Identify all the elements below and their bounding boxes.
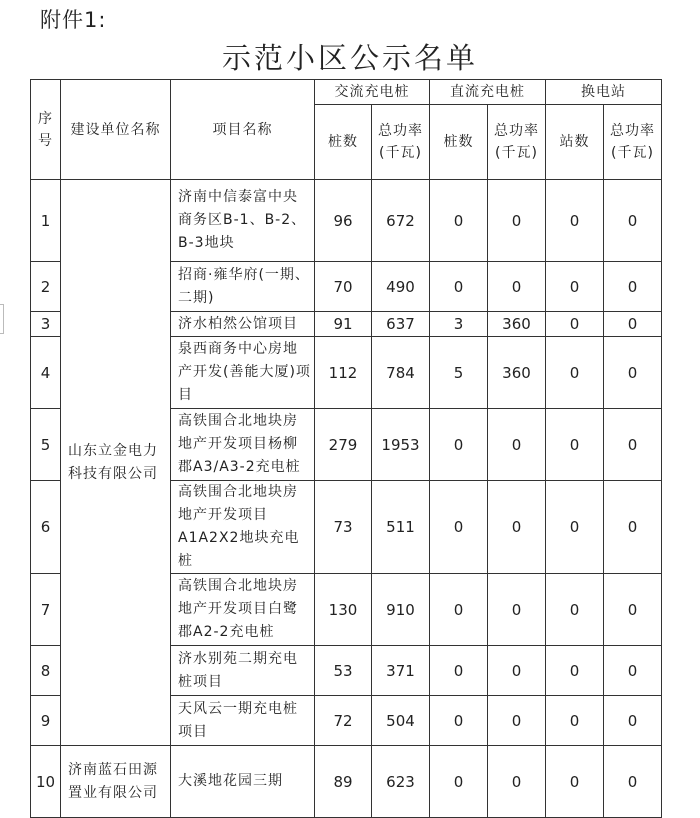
dc-power: 360 bbox=[488, 312, 546, 337]
ac-count: 70 bbox=[315, 262, 372, 312]
dc-count: 0 bbox=[430, 574, 488, 646]
dc-count: 0 bbox=[430, 180, 488, 262]
row-seq: 6 bbox=[31, 481, 61, 574]
header-swap-count: 站数 bbox=[546, 105, 604, 180]
project-name: 高铁围合北地块房地产开发项目杨柳郡A3/A3-2充电桩 bbox=[171, 409, 315, 481]
demo-community-table bbox=[30, 79, 662, 818]
dc-count: 5 bbox=[430, 337, 488, 409]
dc-count: 0 bbox=[430, 696, 488, 746]
dc-power: 0 bbox=[488, 262, 546, 312]
ac-power: 490 bbox=[372, 262, 430, 312]
header-dc-power: 总功率(千瓦) bbox=[488, 105, 546, 180]
table-row bbox=[31, 746, 662, 818]
table-row bbox=[31, 180, 662, 262]
dc-count: 0 bbox=[430, 746, 488, 818]
header-ac-group: 交流充电桩 bbox=[315, 80, 430, 105]
swap-count: 0 bbox=[546, 574, 604, 646]
ac-count: 279 bbox=[315, 409, 372, 481]
dc-count: 0 bbox=[430, 646, 488, 696]
header-dc-count: 桩数 bbox=[430, 105, 488, 180]
dc-power: 0 bbox=[488, 481, 546, 574]
swap-count: 0 bbox=[546, 646, 604, 696]
project-name: 济水别苑二期充电桩项目 bbox=[171, 646, 315, 696]
project-name: 天风云一期充电桩项目 bbox=[171, 696, 315, 746]
swap-power: 0 bbox=[604, 312, 662, 337]
ac-count: 73 bbox=[315, 481, 372, 574]
project-name: 济南中信泰富中央商务区B-1、B-2、B-3地块 bbox=[171, 180, 315, 262]
ac-count: 112 bbox=[315, 337, 372, 409]
swap-count: 0 bbox=[546, 481, 604, 574]
row-seq: 9 bbox=[31, 696, 61, 746]
swap-count: 0 bbox=[546, 337, 604, 409]
ac-power: 1953 bbox=[372, 409, 430, 481]
header-unit: 建设单位名称 bbox=[61, 80, 171, 180]
row-seq: 1 bbox=[31, 180, 61, 262]
row-seq: 7 bbox=[31, 574, 61, 646]
project-name: 高铁围合北地块房地产开发项目A1A2X2地块充电桩 bbox=[171, 481, 315, 574]
swap-count: 0 bbox=[546, 409, 604, 481]
dc-power: 0 bbox=[488, 409, 546, 481]
project-name: 大溪地花园三期 bbox=[171, 746, 315, 818]
ac-count: 96 bbox=[315, 180, 372, 262]
project-name: 泉西商务中心房地产开发(善能大厦)项目 bbox=[171, 337, 315, 409]
ac-power: 371 bbox=[372, 646, 430, 696]
swap-count: 0 bbox=[546, 312, 604, 337]
swap-count: 0 bbox=[546, 180, 604, 262]
dc-power: 0 bbox=[488, 574, 546, 646]
dc-power: 0 bbox=[488, 646, 546, 696]
ac-power: 623 bbox=[372, 746, 430, 818]
attachment-label: 附件1: bbox=[40, 8, 107, 32]
swap-count: 0 bbox=[546, 746, 604, 818]
dc-count: 0 bbox=[430, 262, 488, 312]
swap-power: 0 bbox=[604, 746, 662, 818]
project-name: 招商·雍华府(一期、二期) bbox=[171, 262, 315, 312]
row-seq: 4 bbox=[31, 337, 61, 409]
header-project: 项目名称 bbox=[171, 80, 315, 180]
swap-power: 0 bbox=[604, 262, 662, 312]
ac-count: 130 bbox=[315, 574, 372, 646]
header-ac-count: 桩数 bbox=[315, 105, 372, 180]
ac-power: 637 bbox=[372, 312, 430, 337]
dc-power: 0 bbox=[488, 696, 546, 746]
project-name: 济水柏然公馆项目 bbox=[171, 312, 315, 337]
ac-count: 89 bbox=[315, 746, 372, 818]
dc-power: 0 bbox=[488, 746, 546, 818]
swap-power: 0 bbox=[604, 696, 662, 746]
dc-count: 0 bbox=[430, 481, 488, 574]
ac-power: 910 bbox=[372, 574, 430, 646]
unit-name: 济南蓝石田源置业有限公司 bbox=[61, 746, 171, 818]
row-seq: 8 bbox=[31, 646, 61, 696]
document-title: 示范小区公示名单 bbox=[221, 41, 478, 75]
dc-count: 0 bbox=[430, 409, 488, 481]
dc-count: 3 bbox=[430, 312, 488, 337]
swap-power: 0 bbox=[604, 337, 662, 409]
header-seq: 序号 bbox=[31, 80, 61, 180]
ac-count: 72 bbox=[315, 696, 372, 746]
ac-power: 511 bbox=[372, 481, 430, 574]
row-seq: 5 bbox=[31, 409, 61, 481]
dc-power: 360 bbox=[488, 337, 546, 409]
project-name: 高铁围合北地块房地产开发项目白鹭郡A2-2充电桩 bbox=[171, 574, 315, 646]
swap-count: 0 bbox=[546, 696, 604, 746]
header-swap-power: 总功率(千瓦) bbox=[604, 105, 662, 180]
row-seq: 2 bbox=[31, 262, 61, 312]
ac-power: 504 bbox=[372, 696, 430, 746]
ac-count: 91 bbox=[315, 312, 372, 337]
swap-power: 0 bbox=[604, 481, 662, 574]
swap-count: 0 bbox=[546, 262, 604, 312]
page-edge-marker bbox=[0, 304, 4, 334]
swap-power: 0 bbox=[604, 574, 662, 646]
header-dc-group: 直流充电桩 bbox=[430, 80, 546, 105]
row-seq: 10 bbox=[31, 746, 61, 818]
ac-power: 672 bbox=[372, 180, 430, 262]
swap-power: 0 bbox=[604, 409, 662, 481]
unit-name: 山东立金电力科技有限公司 bbox=[61, 180, 171, 746]
dc-power: 0 bbox=[488, 180, 546, 262]
row-seq: 3 bbox=[31, 312, 61, 337]
swap-power: 0 bbox=[604, 180, 662, 262]
ac-count: 53 bbox=[315, 646, 372, 696]
ac-power: 784 bbox=[372, 337, 430, 409]
header-swap-group: 换电站 bbox=[546, 80, 662, 105]
header-ac-power: 总功率(千瓦) bbox=[372, 105, 430, 180]
swap-power: 0 bbox=[604, 646, 662, 696]
